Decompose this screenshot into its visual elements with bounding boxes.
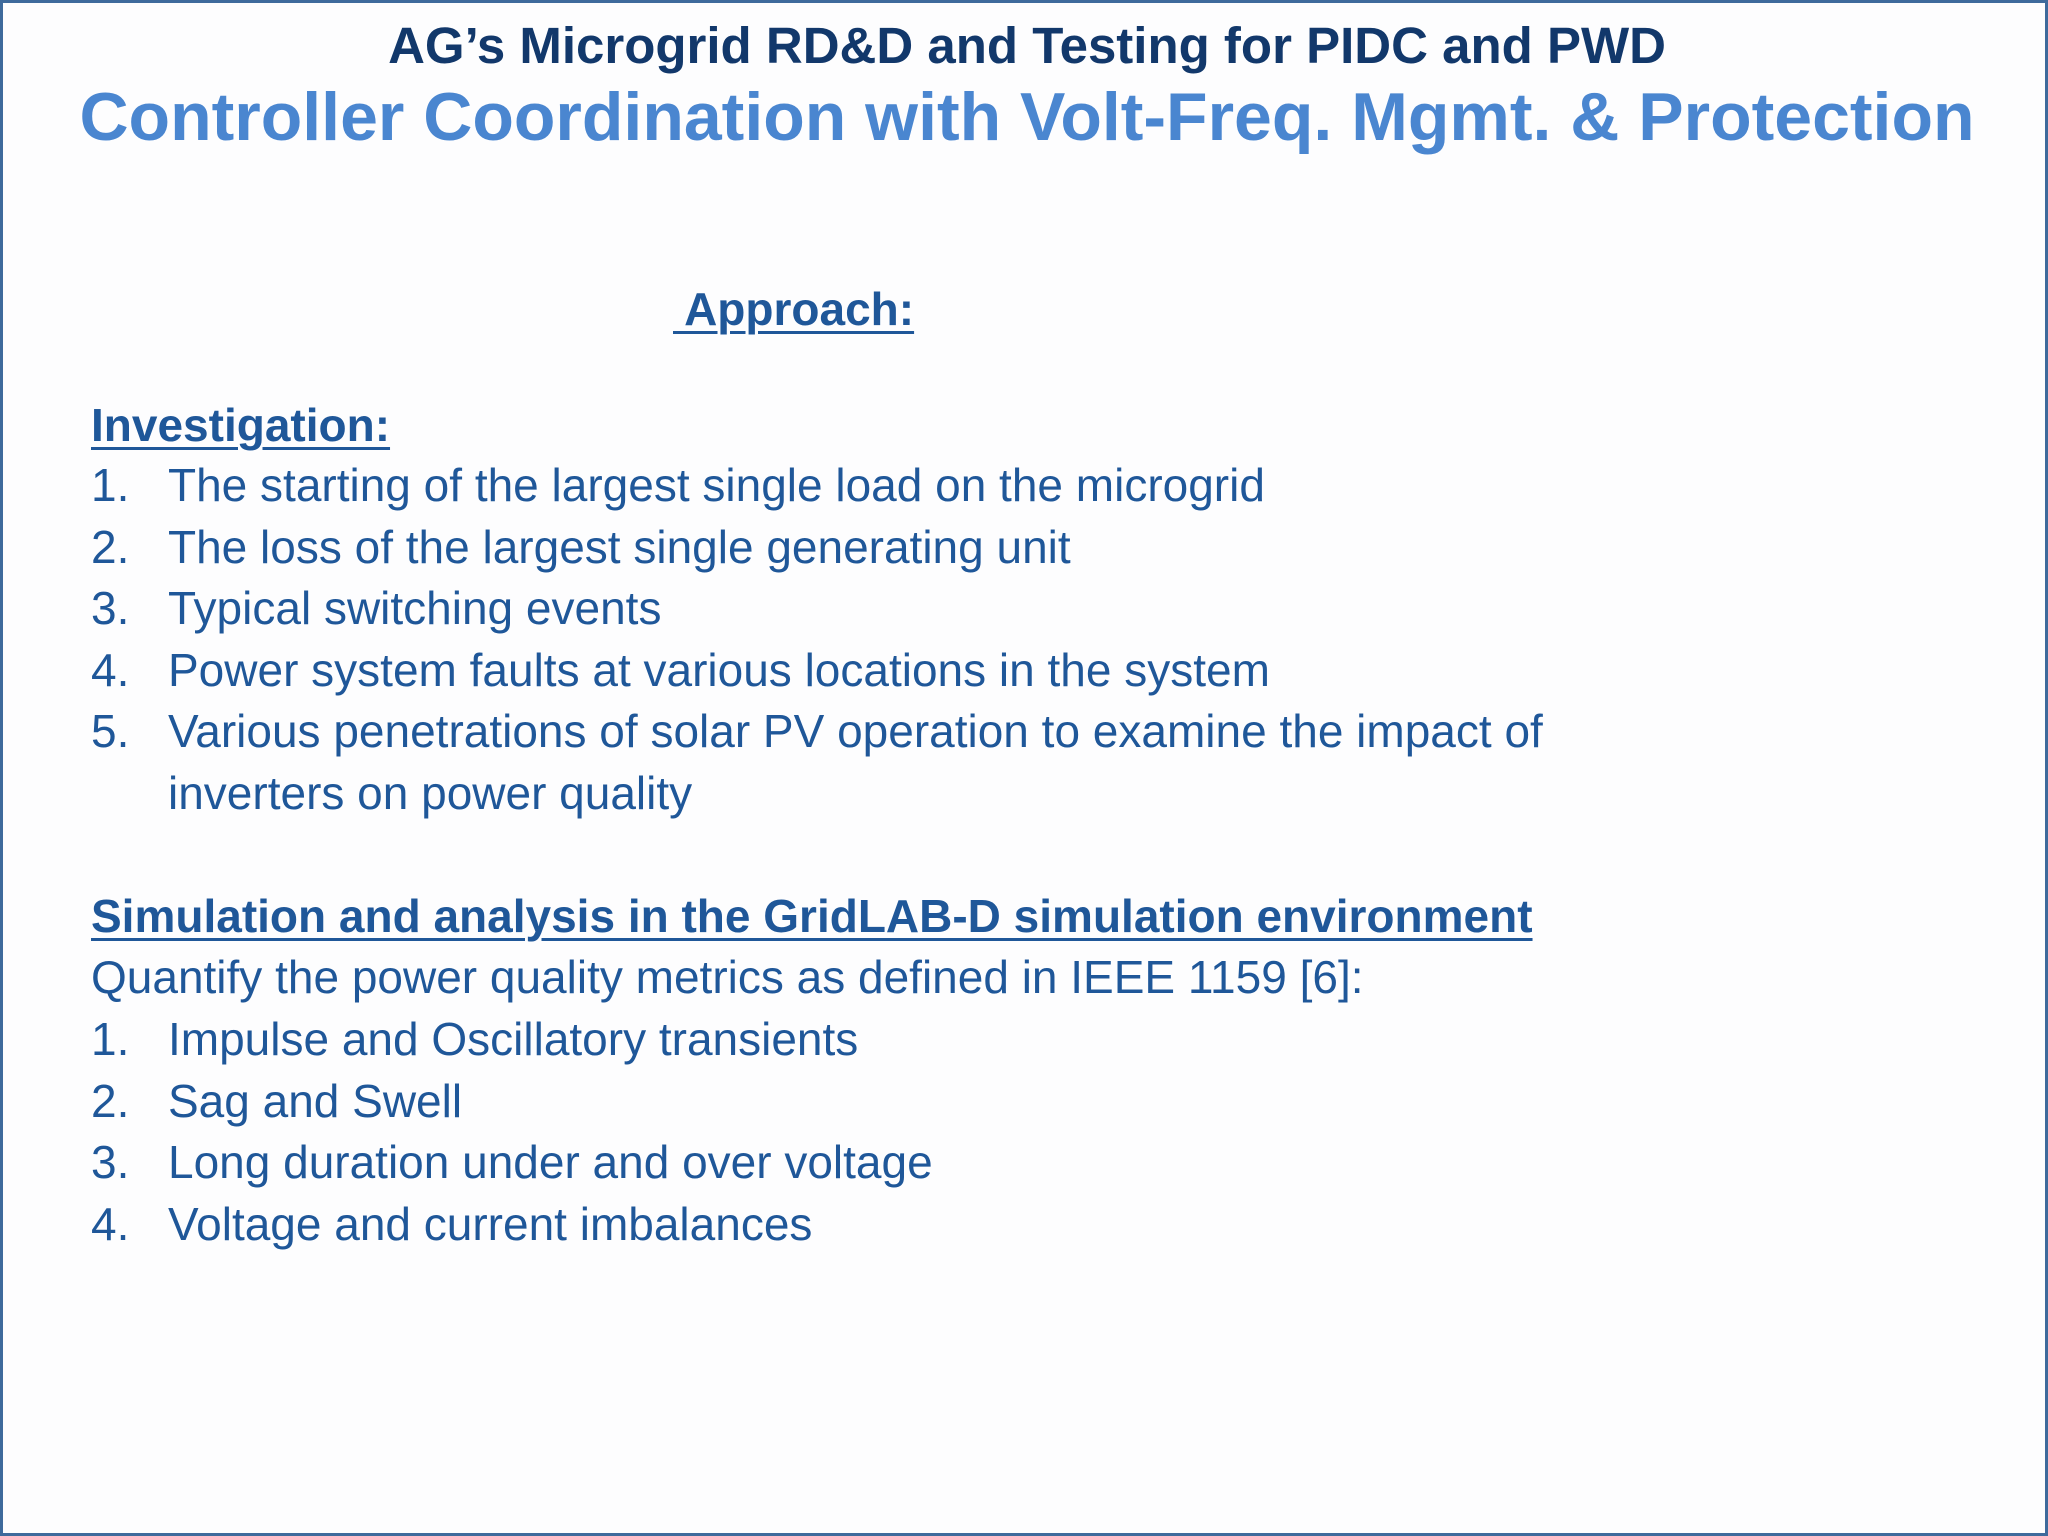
approach-heading: Approach: <box>673 283 915 335</box>
list-item <box>91 517 1543 579</box>
list-item <box>91 1009 933 1071</box>
list-item <box>91 1194 933 1256</box>
slide-title: AG’s Microgrid RD&D and Testing for PIDC and PWD <box>388 17 1666 74</box>
list-item <box>91 640 1543 702</box>
list-item-text-continued: inverters on power quality <box>168 766 693 819</box>
investigation-list <box>91 455 1543 824</box>
list-item-text: Typical switching events <box>168 582 662 634</box>
list-item-number: 4. <box>91 643 130 696</box>
simulation-list <box>91 1009 933 1255</box>
list-item-text: Voltage and current imbalances <box>168 1197 813 1250</box>
list-item-number: 5. <box>91 705 130 757</box>
list-item-number: 2. <box>91 1074 130 1127</box>
list-item <box>91 701 1543 824</box>
list-item-number: 1. <box>91 459 130 511</box>
slide-subtitle: Controller Coordination with Volt-Freq. Mgmt. & Protection <box>79 79 1975 155</box>
list-item <box>91 455 1543 517</box>
list-item-text: Power system faults at various locations in the system <box>168 643 1270 696</box>
investigation-heading: Investigation: <box>91 399 391 451</box>
simulation-heading: Simulation and analysis in the GridLAB-D simulation environment <box>91 890 1533 942</box>
list-item-text: The starting of the largest single load on the microgrid <box>168 459 1265 511</box>
list-item-text: Long duration under and over voltage <box>168 1136 933 1188</box>
list-item-text: Impulse and Oscillatory transients <box>168 1013 859 1065</box>
list-item <box>91 1071 933 1133</box>
list-item-number: 1. <box>91 1013 130 1065</box>
simulation-intro: Quantify the power quality metrics as defined in IEEE 1159 [6]: <box>91 951 1364 1003</box>
list-item-number: 3. <box>91 582 130 634</box>
list-item-text: The loss of the largest single generating unit <box>168 520 1071 573</box>
list-item-text: Sag and Swell <box>168 1074 463 1127</box>
list-item-number: 2. <box>91 520 130 573</box>
list-item-number: 3. <box>91 1136 130 1188</box>
list-item-number: 4. <box>91 1197 130 1250</box>
list-item <box>91 578 1543 640</box>
list-item-text: Various penetrations of solar PV operation to examine the impact of <box>168 705 1543 757</box>
list-item <box>91 1132 933 1194</box>
